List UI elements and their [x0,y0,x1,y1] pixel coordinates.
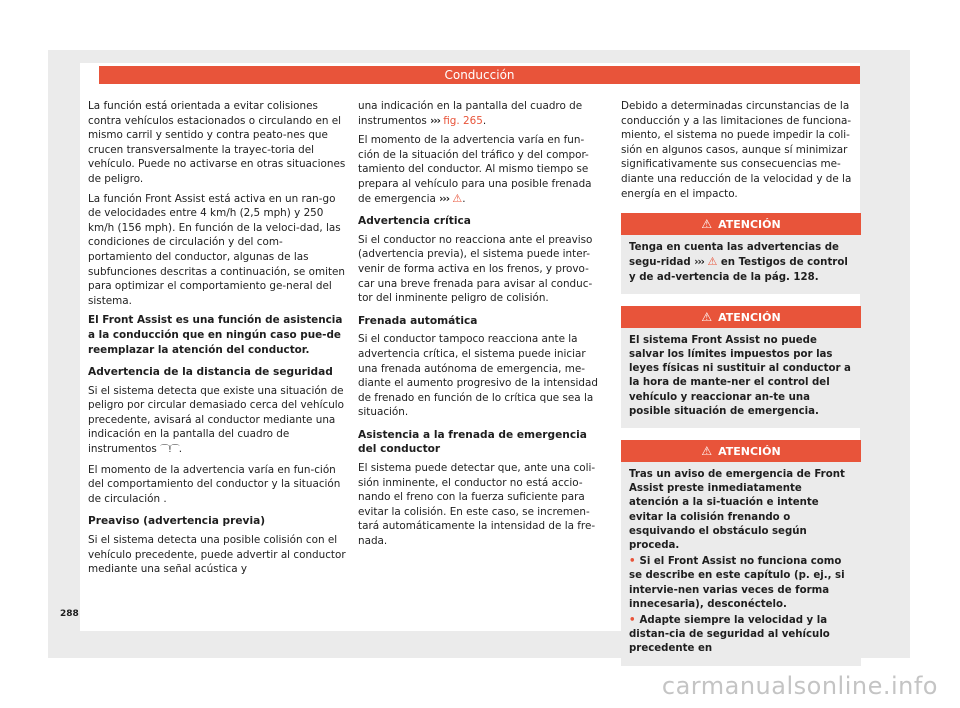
paragraph-bold: El Front Assist es una función de asistencia a la conducción que en ningún caso pue-de reemplazar la atención del conductor. [88,314,343,356]
reference-arrow-icon: ››› [439,192,449,205]
warning-triangle-icon: ⚠ [701,309,713,324]
page-link[interactable]: en Testigos de control y de ad-vertencia de la pág. 128. [629,257,848,283]
paragraph: La función Front Assist está activa en un ran-go de velocidades entre 4 km/h (2,5 mph) y 250 km/h (156 mph). En función de la veloci-dad, las condiciones de circulación y del com-portamiento del conductor, algunas de las subfunciones descritas a continuación, se omiten para optimizar el comportamiento ge-neral del sistema. [88,192,346,307]
subheading: Asistencia a la frenada de emergencia del conductor [358,428,587,456]
reference-arrow-icon: ››› [694,257,704,269]
warning-box [621,440,861,666]
column-right [621,99,861,666]
paragraph: Si el conductor tampoco reacciona ante la advertencia crítica, el sistema puede iniciar una frenada autónoma de emergencia, me-diante el aumento progresivo de la intensidad de frenado en función de lo crítica que sea la situación. [358,333,598,419]
warning-header: ⚠ ATENCIÓN [621,213,861,235]
column-left [88,99,346,582]
paragraph: Debido a determinadas circunstancias de la conducción y a las limitaciones de funciona-miento, el sistema no puede impedir la coli-sión en algunos casos, aunque sí minimizar significativamente sus consecuencias me-diante una reducción de la velocidad y de la energía en el impacto. [621,100,852,200]
column-middle [358,99,604,554]
paragraph: El momento de la advertencia varía en fun-ción de la situación del tráfico y del compor-tamiento del conductor. Al mismo tiempo se prepara al vehículo para una posible frenada de emergencia ››› ⚠. [358,134,592,205]
reference-arrow-icon: ››› [430,114,440,127]
warning-triangle-icon: ⚠ [701,443,713,458]
car-warning-icon: ⌒!⌒ [160,445,179,456]
subheading: Preaviso (advertencia previa) [88,515,266,528]
warning-header: ⚠ ATENCIÓN [621,440,861,462]
bullet-icon: • [629,615,636,627]
warning-box [621,306,861,428]
bullet-item: • Adapte siempre la velocidad y la distan-cia de seguridad al vehículo precedente en [629,615,830,655]
bullet-item: • Si el Front Assist no funciona como se describe en este capítulo (p. ej., si intervie-nen varias veces de forma innecesaria), desconéctelo. [629,556,845,610]
subheading: Advertencia de la distancia de seguridad [88,366,333,379]
paragraph: Si el sistema detecta una posible colisión con el vehículo precedente, puede advertir al conductor mediante una señal acústica y [88,534,346,576]
subheading: Frenada automática [358,314,478,327]
page-number: 288 [60,609,79,619]
subheading: Advertencia crítica [358,215,471,228]
paragraph: El momento de la advertencia varía en fun-ción del comportamiento del conductor y la situación de circulación . [88,463,341,505]
warning-box [621,213,861,294]
warning-triangle-icon: ⚠ [707,255,718,269]
paragraph: La función está orientada a evitar colisiones contra vehículos estacionados o circulando en el mismo carril y sentido y contra peato-nes que crucen transversalmente la trayec-toria del vehículo. Puede no activarse en otras situaciones de peligro. [88,100,346,185]
warning-triangle-icon[interactable]: ⚠ [452,191,463,205]
warning-header: ⚠ ATENCIÓN [621,306,861,328]
warning-body: El sistema Front Assist no puede salvar los límites impuestos por las leyes físicas ni sustituir al conductor a la hora de mante-ner el control del vehículo y reaccionar an-te una posible situación de emergencia. [629,334,851,417]
warning-body: Tenga en cuenta las advertencias de segu-ridad ››› ⚠ en Testigos de control y de ad-vertencia de la pág. 128. [629,242,848,283]
bullet-icon: • [629,556,636,568]
warning-triangle-icon: ⚠ [701,217,713,232]
paragraph: Si el conductor no reacciona ante el preaviso (advertencia previa), el sistema puede inter-venir de forma activa en los frenos, y provo-car una breve frenada para avisar al conduc-tor del inminente peligro de colisión. [358,233,593,305]
paragraph: El sistema puede detectar que, ante una coli-sión inminente, el conductor no está accio-nando el freno con la fuerza suficiente para evitar la colisión. En este caso, se incremen-tará automáticamente la intensidad de la fre-nada. [358,462,596,548]
watermark-logo: carmanualsonline.info [661,672,938,700]
warning-body: Tras un aviso de emergencia de Front Assist preste inmediatamente atención a la si-tuación e intente evitar la colisión frenando o esquivando el obstáculo según proceda. • Si el Front Assist no funciona como se describe en este capítulo (p. ej., si intervie-nen varias veces de forma innecesaria), desconéctelo. • Adapte siempre la velocidad y la distan-cia de seguridad al vehículo precedente en [621,462,861,666]
section-header: Conducción [99,66,860,84]
paragraph: una indicación en la pantalla del cuadro de instrumentos ››› fig. 265. [358,100,583,127]
paragraph: Si el sistema detecta que existe una situación de peligro por circular demasiado cerca del vehículo precedente, avisará al conductor mediante una indicación en la pantalla del cuadro de instrumentos ⌒!⌒. [88,384,346,458]
figure-link[interactable]: fig. 265 [443,114,483,127]
